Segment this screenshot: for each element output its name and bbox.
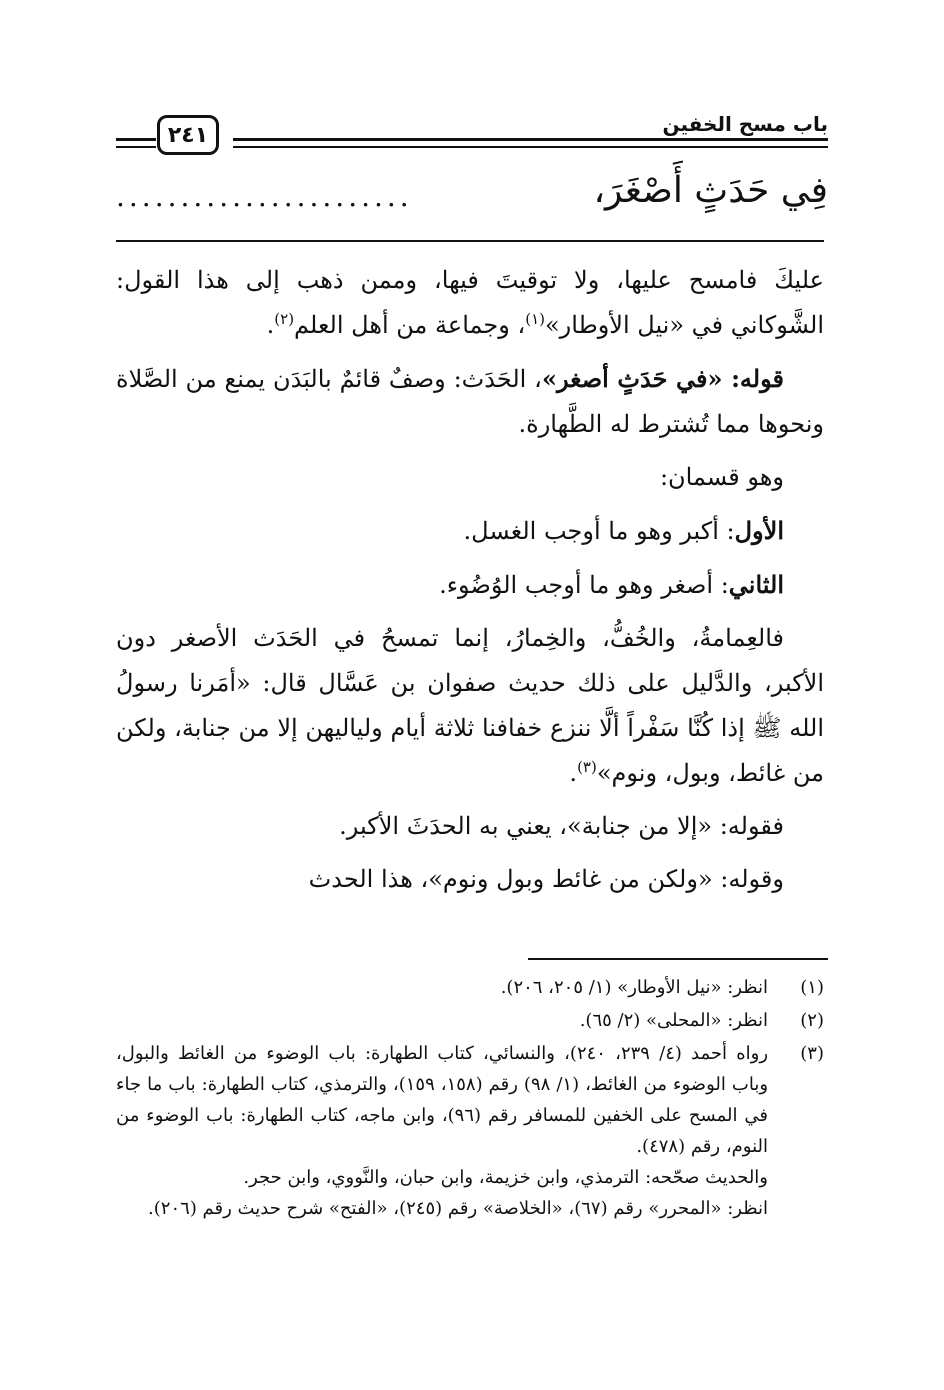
footnote-1 [116, 972, 824, 1003]
footnote-rule [528, 958, 828, 960]
paragraph-5 [116, 562, 824, 608]
footnote-line: رواه أحمد (٤/ ٢٣٩، ٢٤٠)، والنسائي، كتاب الطهارة: باب الوضوء من الغائط والبول، وباب الوضوء من الغائط، (١/ ٩٨) رقم (١٥٨، ١٥٩)، والترمذي، كتاب الطهارة: باب ما جاء في المسح على الخفين للمسافر رقم (٩٦)، وابن ماجه، كتاب الطهارة: باب الوضوء من النوم، رقم (٤٧٨). [116, 1043, 769, 1157]
paragraph-1 [116, 258, 824, 348]
paragraph-4-lead: الأول [734, 516, 784, 545]
header-rule-left-top [116, 138, 156, 141]
paragraph-7: فقوله: «إلا من جنابة»، يعني به الحدَثَ الأكبر. [339, 812, 784, 840]
footnote-ref-1[interactable]: (١) [525, 310, 545, 328]
footnote-3 [116, 1038, 824, 1224]
footnote-number: (٢) [800, 1010, 824, 1031]
running-title: باب مسح الخفين [662, 112, 828, 136]
paragraph-1-end: . [266, 311, 275, 339]
paragraph-5-text: : أصغر وهو ما أوجب الوُضُوء. [439, 571, 729, 599]
paragraph-6 [116, 616, 824, 796]
paragraph-2-lead: قوله: «في حَدَثٍ أصغر» [541, 364, 784, 393]
footnote-text [116, 1038, 768, 1224]
section-heading: فِي حَدَثٍ أَصْغَرَ، [593, 170, 828, 211]
footnote-line: انظر: «نيل الأوطار» (١/ ٢٠٥، ٢٠٦). [500, 977, 768, 998]
heading-rule [116, 240, 824, 242]
footnote-2 [116, 1005, 824, 1036]
footnote-number: (١) [800, 977, 824, 998]
paragraph-6-text: فالعِمامةُ، والخُفُّ، والخِمارُ، إنما تمسحُ في الحَدَث الأصغر دون الأكبر، والدَّليل على ذلك حديث صفوان بن عَسَّال قال: «أمَرنا رسولُ الله ﷺ إذا كُنَّا سَفْراً ألَّا ننزع خفافنا ثلاثة أيام ولياليهن إلا من جنابة، ولكن من غائط، وبول، ونوم» [116, 624, 824, 787]
footnote-text [116, 1005, 768, 1036]
footnote-text [116, 972, 768, 1003]
footnote-number: (٣) [800, 1043, 824, 1064]
footnote-line: والحديث صحّحه: الترمذي، وابن خزيمة، وابن حبان، والنَّووي، وابن حجر. [243, 1167, 768, 1188]
paragraph-1-mid: ، وجماعة من أهل العلم [294, 311, 526, 339]
paragraph-5-lead: الثاني [728, 570, 784, 599]
paragraph-1-text: عليكَ فامسح عليها، ولا توقيتَ فيها، وممن ذهب إلى هذا القول: الشَّوكاني في «نيل الأوطار» [116, 266, 824, 339]
paragraph-2 [116, 356, 824, 447]
paragraph-3: وهو قسمان: [659, 463, 784, 491]
header-rule-top [233, 138, 828, 141]
paragraph-6-end: . [569, 759, 578, 787]
paragraph-4 [116, 508, 824, 554]
footnote-line: انظر: «المحلى» (٢/ ٦٥). [579, 1010, 768, 1031]
footnote-line: انظر: «المحرر» رقم (٦٧)، «الخلاصة» رقم (٢٤٥)، «الفتح» شرح حديث رقم (٢٠٦). [148, 1198, 768, 1219]
paragraph-8: وقوله: «ولكن من غائط وبول ونوم»، هذا الحدث [308, 865, 784, 893]
paragraph-4-text: : أكبر وهو ما أوجب الغسل. [463, 517, 735, 545]
footnote-ref-2[interactable]: (٢) [274, 310, 295, 328]
heading-dots: ....................... [116, 180, 413, 213]
footnotes [116, 972, 824, 1226]
body-text [116, 258, 824, 910]
header-rule-bottom [233, 146, 828, 148]
footnote-ref-3[interactable]: (٣) [577, 758, 597, 776]
page-number: ٢٤١ [157, 115, 219, 155]
header-rule-left-bottom [116, 146, 156, 148]
paragraph-2-text: ، الحَدَث: وصفٌ قائمٌ بالبَدَن يمنع من الصَّلاة ونحوها مما تُشترط له الطَّهارة. [116, 365, 824, 438]
